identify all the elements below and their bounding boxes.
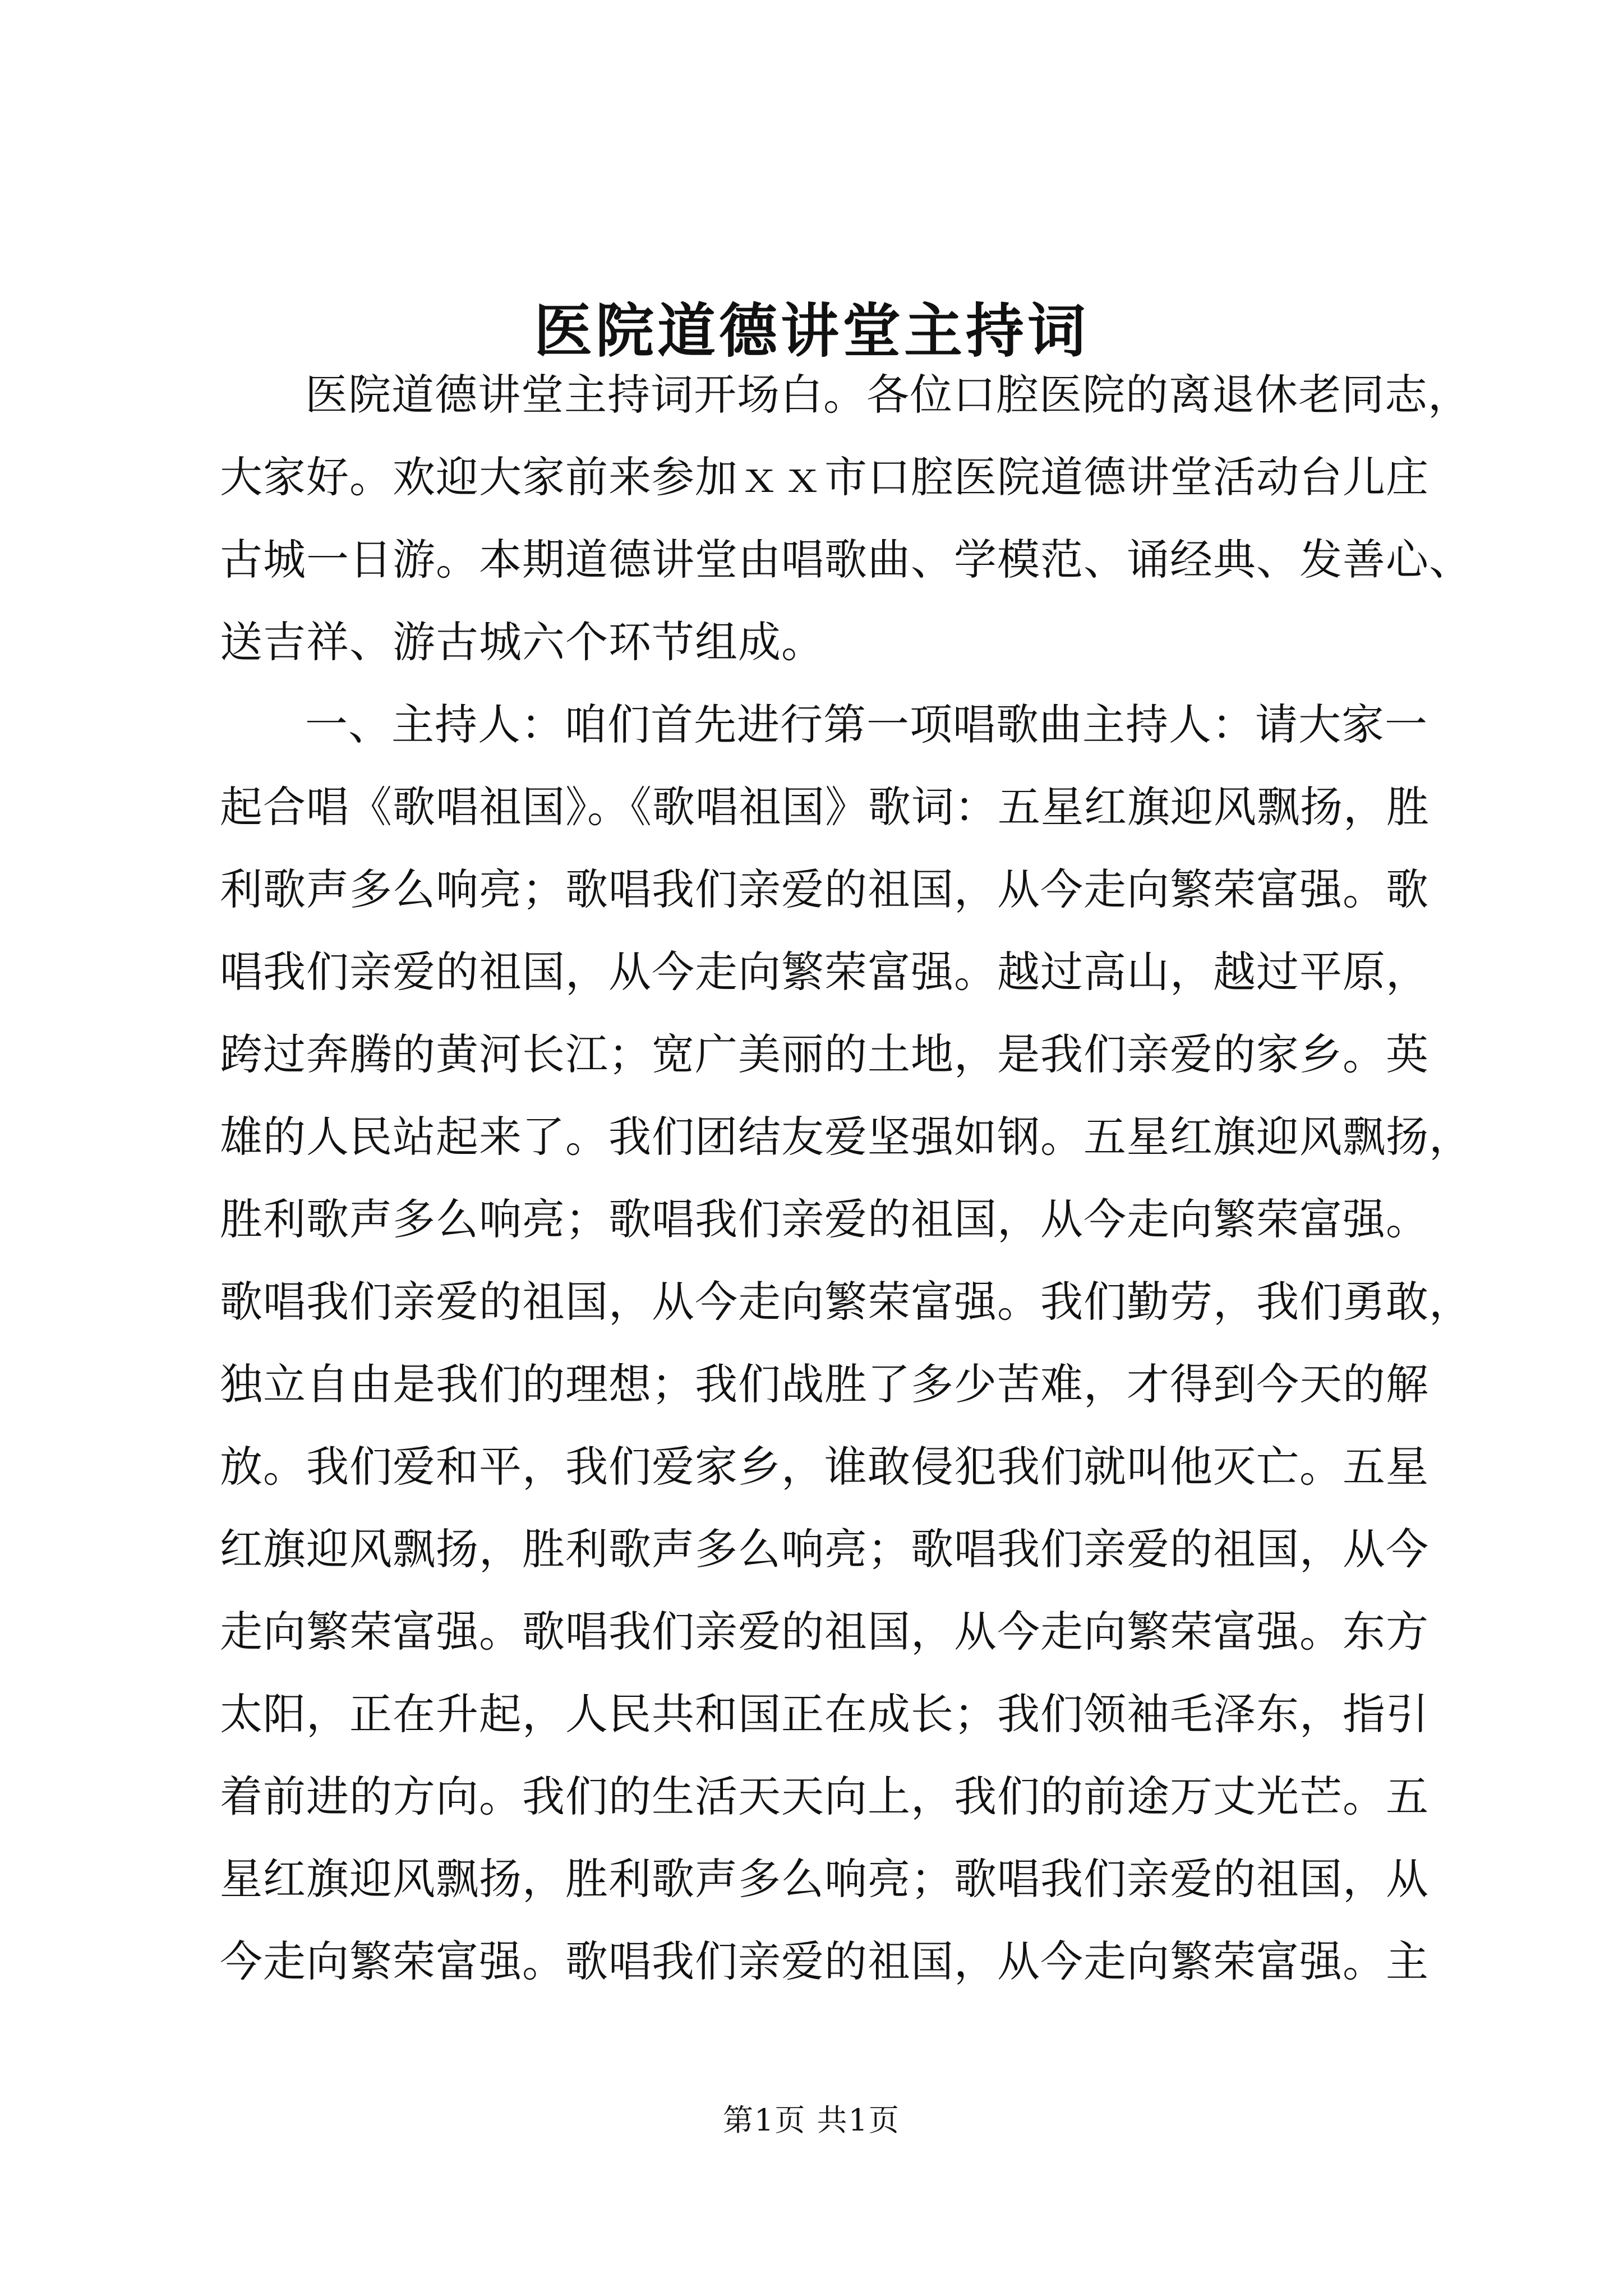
paragraph-2-line: 星红旗迎风飘扬，胜利歌声多么响亮；歌唱我们亲爱的祖国，从 [220,1854,1429,1904]
paragraph-1-line: 送吉祥、游古城六个环节组成。 [220,617,824,667]
paragraph-2-line: 跨过奔腾的黄河长江；宽广美丽的土地，是我们亲爱的家乡。英 [220,1029,1429,1079]
paragraph-2-line: 胜利歌声多么响亮；歌唱我们亲爱的祖国，从今走向繁荣富强。 [220,1194,1429,1244]
paragraph-2-line: 红旗迎风飘扬，胜利歌声多么响亮；歌唱我们亲爱的祖国，从今 [220,1524,1429,1574]
paragraph-2-line: 太阳，正在升起，人民共和国正在成长；我们领袖毛泽东，指引 [220,1689,1429,1739]
paragraph-2-line: 起合唱《歌唱祖国》。《歌唱祖国》歌词：五星红旗迎风飘扬，胜 [220,782,1430,832]
paragraph-1-line: 大家好。欢迎大家前来参加ｘｘ市口腔医院道德讲堂活动台儿庄 [220,452,1429,502]
paragraph-2-line: 走向繁荣富强。歌唱我们亲爱的祖国，从今走向繁荣富强。东方 [220,1607,1429,1657]
paragraph-2-line: 着前进的方向。我们的生活天天向上，我们的前途万丈光芒。五 [220,1772,1429,1821]
paragraph-2-line: 唱我们亲爱的祖国，从今走向繁荣富强。越过高山，越过平原， [220,947,1429,997]
page-footer: 第1页 共1页 [723,2102,900,2138]
paragraph-2-line: 放。我们爱和平，我们爱家乡，谁敢侵犯我们就叫他灭亡。五星 [220,1442,1429,1492]
paragraph-2-line: 利歌声多么响亮；歌唱我们亲爱的祖国，从今走向繁荣富强。歌 [220,864,1429,914]
paragraph-2-line: 一、主持人：咱们首先进行第一项唱歌曲主持人：请大家一 [305,700,1428,749]
paragraph-1-line: 古城一日游。本期道德讲堂由唱歌曲、学模范、诵经典、发善心、 [220,535,1472,585]
paragraph-2-line: 今走向繁荣富强。歌唱我们亲爱的祖国，从今走向繁荣富强。主 [220,1936,1429,1986]
paragraph-2-line: 歌唱我们亲爱的祖国，从今走向繁荣富强。我们勤劳，我们勇敢， [220,1277,1472,1327]
paragraph-2-line: 独立自由是我们的理想；我们战胜了多少苦难，才得到今天的解 [220,1359,1429,1409]
paragraph-1-line: 医院道德讲堂主持词开场白。各位口腔医院的离退休老同志， [305,370,1471,420]
document-title: 医院道德讲堂主持词 [533,296,1089,365]
paragraph-2-line: 雄的人民站起来了。我们团结友爱坚强如钢。五星红旗迎风飘扬， [220,1112,1472,1162]
document-body [220,353,1472,2003]
